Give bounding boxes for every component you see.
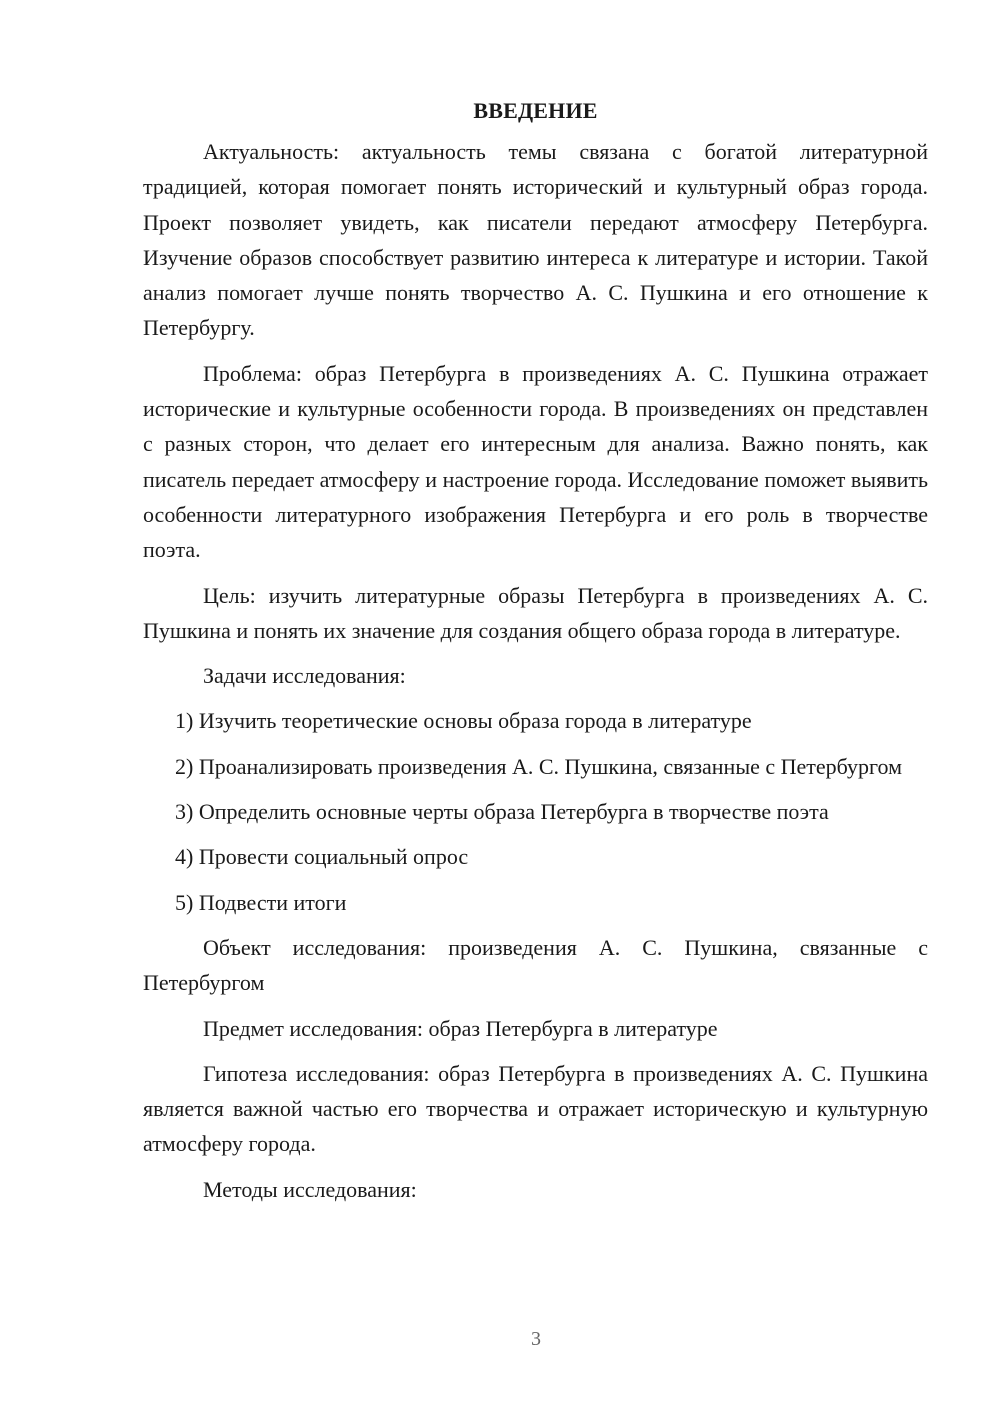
subject-paragraph: Предмет исследования: образ Петербурга в литературе (203, 1015, 718, 1041)
tasks-heading: Задачи исследования: (203, 663, 406, 689)
task-item-2: 2) Проанализировать произведения А. С. Пушкина, связанные с Петербургом (175, 753, 903, 779)
section-heading: ВВЕДЕНИЕ (473, 98, 598, 123)
document-page (143, 90, 928, 1217)
task-item-1: 1) Изучить теоретические основы образа города в литературе (175, 708, 752, 734)
problem-paragraph: Проблема: образ Петербурга в произведениях А. С. Пушкина отражает исторические и культурные особенности города. В произведениях он представлен с разных сторон, что делает его интересным для анализа. Важно понять, как писатель передает атмосферу и настроение города. Исследование поможет выявить особенности литературного изображения Петербурга и его роль в творчестве поэта. (143, 360, 928, 563)
goal-paragraph: Цель: изучить литературные образы Петербурга в произведениях А. С. Пушкина и понять их значение для создания общего образа города в литературе. (143, 582, 928, 643)
task-item-5: 5) Подвести итоги (175, 889, 347, 915)
object-paragraph: Объект исследования: произведения А. С. Пушкина, связанные с Петербургом (143, 934, 928, 996)
task-item-3: 3) Определить основные черты образа Петербурга в творчестве поэта (175, 799, 829, 825)
relevance-paragraph: Актуальность: актуальность темы связана с богатой литературной традицией, которая помогает понять исторический и культурный образ города. Проект позволяет увидеть, как писатели передают атмосферу Петербурга. Изучение образов способствует развитию интереса к литературе и истории. Такой анализ помогает лучше понять творчество А. С. Пушкина и его отношение к Петербургу. (143, 139, 928, 341)
hypothesis-paragraph: Гипотеза исследования: образ Петербурга в произведениях А. С. Пушкина является важной частью его творчества и отражает историческую и культурную атмосферу города. (143, 1060, 928, 1157)
task-item-4: 4) Провести социальный опрос (175, 844, 469, 870)
methods-paragraph: Методы исследования: (203, 1176, 417, 1202)
page-number: 3 (531, 1328, 541, 1350)
